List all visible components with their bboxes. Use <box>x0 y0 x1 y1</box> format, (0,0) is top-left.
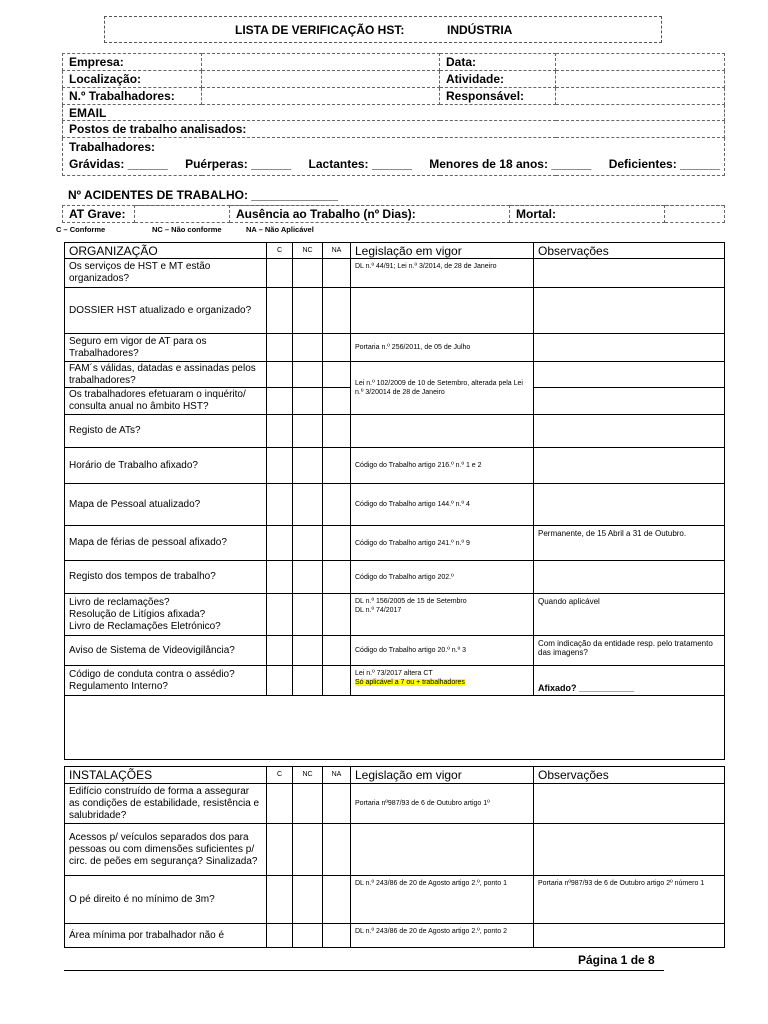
org-item-3: Seguro em vigor de AT para os Trabalhadores? <box>65 334 267 362</box>
at-grave-label: AT Grave: <box>63 206 135 223</box>
check-na[interactable] <box>323 484 351 526</box>
check-c[interactable] <box>267 288 293 334</box>
check-na[interactable] <box>323 288 351 334</box>
check-nc[interactable] <box>293 448 323 484</box>
page-number: Página 1 de 8 <box>578 953 655 967</box>
n-trabalhadores-label: N.º Trabalhadores: <box>63 88 202 105</box>
org-item-2: DOSSIER HST atualizado e organizado? <box>65 288 267 334</box>
check-c[interactable] <box>267 388 293 415</box>
observacoes-cell[interactable] <box>534 259 725 288</box>
instalacoes-table <box>64 766 725 948</box>
check-na[interactable] <box>323 259 351 288</box>
check-nc[interactable] <box>293 924 323 948</box>
observacoes-cell[interactable] <box>534 448 725 484</box>
observacoes-cell[interactable] <box>534 415 725 448</box>
org-item-9: Mapa de férias de pessoal afixado? <box>65 526 267 561</box>
check-na[interactable] <box>323 636 351 666</box>
legend-c: C – Conforme <box>56 225 106 234</box>
responsavel-field[interactable] <box>556 88 725 105</box>
instalacoes-header: INSTALAÇÕES <box>65 767 267 784</box>
check-nc[interactable] <box>293 362 323 388</box>
gravidas-label: Grávidas: ______ <box>69 157 168 171</box>
col-c-header: C <box>267 767 293 784</box>
check-na[interactable] <box>323 784 351 824</box>
legislacao-cell: DL n.º 243/86 de 20 de Agosto artigo 2.º, ponto 1 <box>351 876 534 924</box>
observacoes-header: Observações <box>534 767 725 784</box>
legislacao-cell <box>351 824 534 876</box>
title-box <box>104 16 662 43</box>
footer-rule <box>64 970 664 971</box>
deficientes-label: Deficientes: ______ <box>608 157 721 171</box>
menores-label: Menores de 18 anos: ______ <box>429 157 592 171</box>
inst-item-2: Acessos p/ veículos separados dos para pessoas ou com dimensões suficientes p/ circ. de peões em segurança? Sinalizada? <box>65 824 267 876</box>
mortal-field[interactable] <box>665 206 725 223</box>
check-c[interactable] <box>267 824 293 876</box>
observacoes-cell[interactable] <box>534 334 725 362</box>
observacoes-cell: Quando aplicável <box>534 594 725 636</box>
check-c[interactable] <box>267 448 293 484</box>
check-na[interactable] <box>323 362 351 388</box>
highlight-note: Só aplicável a 7 ou + trabalhadores <box>355 679 465 686</box>
check-na[interactable] <box>323 448 351 484</box>
company-info-table <box>62 53 725 176</box>
check-nc[interactable] <box>293 784 323 824</box>
check-nc[interactable] <box>293 666 323 696</box>
accident-info-table <box>62 205 725 223</box>
col-c-header: C <box>267 243 293 259</box>
data-field[interactable] <box>556 54 725 71</box>
org-item-5: Os trabalhadores efetuaram o inquérito/ consulta anual no âmbito HST? <box>65 388 267 415</box>
observacoes-cell[interactable] <box>534 484 725 526</box>
org-item-7: Horário de Trabalho afixado? <box>65 448 267 484</box>
legislacao-cell: Código do Trabalho artigo 241.º n.º 9 <box>351 526 534 561</box>
at-grave-field[interactable] <box>135 206 230 223</box>
observacoes-header: Observações <box>534 243 725 259</box>
check-na[interactable] <box>323 334 351 362</box>
observacoes-cell[interactable] <box>534 561 725 594</box>
check-na[interactable] <box>323 924 351 948</box>
check-nc[interactable] <box>293 594 323 636</box>
legislacao-text: Lei n.º 73/2017 altera CT <box>355 670 433 677</box>
col-nc-header: NC <box>293 243 323 259</box>
legislacao-cell: Lei n.º 102/2009 de 10 de Setembro, alterada pela Lei n.º 3/20014 de 28 de Janeiro <box>351 362 534 415</box>
title-right: INDÚSTRIA <box>447 23 513 37</box>
check-nc[interactable] <box>293 334 323 362</box>
check-nc[interactable] <box>293 561 323 594</box>
trabalhadores-cell <box>63 138 725 176</box>
legislacao-cell: Portaria n.º 256/2011, de 05 de Julho <box>351 334 534 362</box>
check-na[interactable] <box>323 594 351 636</box>
legislacao-cell <box>351 288 534 334</box>
check-nc[interactable] <box>293 484 323 526</box>
org-item-4: FAM´s válidas, datadas e assinadas pelos trabalhadores? <box>65 362 267 388</box>
title-left: LISTA DE VERIFICAÇÃO HST: <box>235 23 405 37</box>
check-na[interactable] <box>323 526 351 561</box>
check-c[interactable] <box>267 561 293 594</box>
check-c[interactable] <box>267 526 293 561</box>
postos-label: Postos de trabalho analisados: <box>63 121 725 138</box>
legislacao-cell: DL n.º 156/2005 de 15 de Setembro DL n.º 74/2017 <box>351 594 534 636</box>
inst-item-1: Edifício construído de forma a assegurar as condições de estabilidade, resistência e salubridade? <box>65 784 267 824</box>
legislacao-cell: Portaria nº987/93 de 6 de Outubro artigo 1º <box>351 784 534 824</box>
check-nc[interactable] <box>293 259 323 288</box>
org-item-11: Livro de reclamações? Resolução de Litígios afixada? Livro de Reclamações Eletrónico? <box>65 594 267 636</box>
check-c[interactable] <box>267 415 293 448</box>
check-c[interactable] <box>267 594 293 636</box>
puerperas-label: Puérperas: ______ <box>185 157 292 171</box>
legislacao-cell: Código do Trabalho artigo 20.º n.º 3 <box>351 636 534 666</box>
mortal-label: Mortal: <box>510 206 665 223</box>
check-c[interactable] <box>267 636 293 666</box>
observacoes-cell: Com indicação da entidade resp. pelo tratamento das imagens? <box>534 636 725 666</box>
org-item-12: Aviso de Sistema de Videovigilância? <box>65 636 267 666</box>
observacoes-cell[interactable] <box>534 362 725 388</box>
legislacao-header: Legislação em vigor <box>351 243 534 259</box>
organizacao-table <box>64 242 725 760</box>
check-nc[interactable] <box>293 526 323 561</box>
check-nc[interactable] <box>293 824 323 876</box>
legislacao-cell: DL n.º 44/91; Lei n.º 3/2014, de 28 de Janeiro <box>351 259 534 288</box>
org-item-13: Código de conduta contra o assédio? Regulamento Interno? <box>65 666 267 696</box>
atividade-field[interactable] <box>556 71 725 88</box>
localizacao-field[interactable] <box>202 71 440 88</box>
check-c[interactable] <box>267 784 293 824</box>
inst-item-3: O pé direito é no mínimo de 3m? <box>65 876 267 924</box>
lactantes-label: Lactantes: ______ <box>308 157 412 171</box>
organizacao-header: ORGANIZAÇÃO <box>65 243 267 259</box>
check-c[interactable] <box>267 666 293 696</box>
check-nc[interactable] <box>293 388 323 415</box>
legislacao-cell: Código do Trabalho artigo 144.º n.º 4 <box>351 484 534 526</box>
check-c[interactable] <box>267 924 293 948</box>
acidentes-label: Nº ACIDENTES DE TRABALHO: _____________ <box>68 188 339 202</box>
check-na[interactable] <box>323 876 351 924</box>
check-na[interactable] <box>323 561 351 594</box>
observacoes-cell: Portaria nº987/93 de 6 de Outubro artigo 2º número 1 <box>534 876 725 924</box>
col-na-header: NA <box>323 767 351 784</box>
legislacao-cell <box>351 415 534 448</box>
check-c[interactable] <box>267 259 293 288</box>
legislacao-cell: Código do Trabalho artigo 202.º <box>351 561 534 594</box>
atividade-label: Atividade: <box>440 71 556 88</box>
empresa-field[interactable] <box>202 54 440 71</box>
legend-nc: NC – Não conforme <box>152 225 222 234</box>
inst-item-4: Área mínima por trabalhador não é <box>65 924 267 948</box>
email-label: EMAIL <box>63 105 725 121</box>
check-c[interactable] <box>267 362 293 388</box>
check-c[interactable] <box>267 484 293 526</box>
observacoes-cell: Afixado? ___________ <box>534 666 725 696</box>
check-nc[interactable] <box>293 415 323 448</box>
observacoes-cell[interactable] <box>534 824 725 876</box>
legislacao-header: Legislação em vigor <box>351 767 534 784</box>
check-na[interactable] <box>323 666 351 696</box>
n-trabalhadores-field[interactable] <box>202 88 440 105</box>
observacoes-cell[interactable] <box>534 924 725 948</box>
notes-area[interactable] <box>65 696 725 760</box>
check-na[interactable] <box>323 388 351 415</box>
legislacao-cell: Código do Trabalho artigo 216.º n.º 1 e 2 <box>351 448 534 484</box>
col-nc-header: NC <box>293 767 323 784</box>
responsavel-label: Responsável: <box>440 88 556 105</box>
localizacao-label: Localização: <box>63 71 202 88</box>
observacoes-cell[interactable] <box>534 388 725 415</box>
check-c[interactable] <box>267 876 293 924</box>
observacoes-cell: Permanente, de 15 Abril a 31 de Outubro. <box>534 526 725 561</box>
org-item-6: Registo de ATs? <box>65 415 267 448</box>
check-nc[interactable] <box>293 288 323 334</box>
check-c[interactable] <box>267 334 293 362</box>
org-item-8: Mapa de Pessoal atualizado? <box>65 484 267 526</box>
check-na[interactable] <box>323 415 351 448</box>
legend-na: NA – Não Aplicável <box>246 225 314 234</box>
trabalhadores-label: Trabalhadores: <box>69 140 156 154</box>
empresa-label: Empresa: <box>63 54 202 71</box>
legislacao-cell: DL n.º 243/86 de 20 de Agosto artigo 2.º, ponto 2 <box>351 924 534 948</box>
org-item-1: Os serviços de HST e MT estão organizados? <box>65 259 267 288</box>
col-na-header: NA <box>323 243 351 259</box>
legislacao-cell <box>351 666 534 696</box>
observacoes-cell[interactable] <box>534 784 725 824</box>
check-na[interactable] <box>323 824 351 876</box>
data-label: Data: <box>440 54 556 71</box>
check-nc[interactable] <box>293 636 323 666</box>
observacoes-cell[interactable] <box>534 288 725 334</box>
check-nc[interactable] <box>293 876 323 924</box>
org-item-10: Registo dos tempos de trabalho? <box>65 561 267 594</box>
ausencia-label: Ausência ao Trabalho (nº Dias): <box>230 206 510 223</box>
